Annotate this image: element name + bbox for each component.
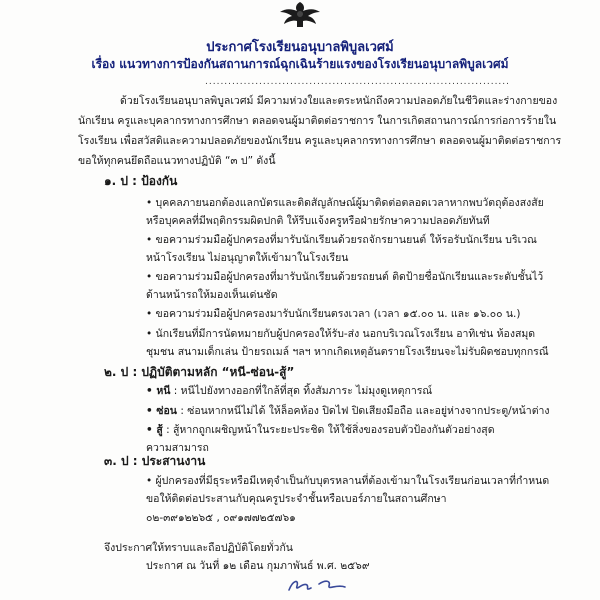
item-text: : หนีไปยังทางออกที่ใกล้ที่สุด ทิ้งสัมภาระ ไม่มุงดูเหตุการณ์ — [170, 385, 433, 397]
closing-line: จึงประกาศให้ทราบและถือปฏิบัติโดยทั่วกัน — [104, 542, 293, 554]
section-1-line: • ขอความร่วมมือผู้ปกครองที่มารับนักเรียนด้วยรถจักรยานยนต์ ให้รอรับนักเรียน บริเวณ — [146, 234, 537, 246]
section-1-line: • บุคคลภายนอกต้องแลกบัตรและติดสัญลักษณ์ผู้มาติดต่อตลอดเวลาหากพบวัตถุต้องสงสัย — [146, 197, 544, 209]
signature-mark — [285, 576, 355, 596]
document-subject: เรื่อง แนวทางการป้องกันสถานการณ์ฉุกเฉินร้ายแรงของโรงเรียนอนุบาลพิบูลเวศม์ — [91, 57, 509, 71]
garuda-emblem-icon — [270, 0, 330, 28]
intro-line: ด้วยโรงเรียนอนุบาลพิบูลเวศม์ มีความห่วงใยและตระหนักถึงความปลอดภัยในชีวิตและร่างกายของ — [120, 95, 558, 107]
intro-line: นักเรียน ครูและบุคลากรทางการศึกษา ตลอดจนผู้มาติดต่อราชการ ในการเกิดสถานการณ์การก่อการร้ายใน — [78, 115, 557, 127]
section-3-line: ขอให้ติดต่อประสานกับคุณครูประจำชั้นหรือเบอร์ภายในสถานศึกษา — [146, 493, 447, 505]
item-text: : สู้หากถูกเผชิญหน้าในระยะประชิด ให้ใช้สิ่งของรอบตัวป้องกันตัวอย่างสุด — [162, 424, 495, 436]
section-1-line: หรือบุคคลที่มีพฤติกรรมผิดปกติ ให้รีบแจ้งครูหรือฝ่ายรักษาความปลอดภัยทันที — [146, 215, 490, 227]
section-1-line: • ขอความร่วมมือผู้ปกครองมารับนักเรียนตรงเวลา (เวลา ๑๕.๐๐ น. และ ๑๖.๐๐ น.) — [146, 308, 521, 320]
item-term: • สู้ — [146, 424, 163, 436]
section-3-heading: ๓. ป : ประสานงาน — [104, 454, 206, 468]
section-1-heading: ๑. ป : ป้องกัน — [104, 174, 178, 188]
intro-line: ขอให้ทุกคนยึดถือแนวทางปฏิบัติ “๓ ป” ดังนี้ — [78, 155, 276, 167]
section-2-item-fight — [146, 423, 495, 437]
intro-line: โรงเรียน เพื่อสวัสดิและความปลอดภัยของนักเรียน ครูและบุคลากรทางการศึกษา ตลอดจนผู้มาติดต่อราชการ — [78, 135, 562, 147]
section-3-line: • ผู้ปกครองที่มีธุระหรือมีเหตุจำเป็นกับบุตรหลานที่ต้องเข้ามาในโรงเรียนก่อนเวลาที่กำหนด — [146, 475, 550, 487]
section-1-line: หน้าโรงเรียน ไม่อนุญาตให้เข้ามาในโรงเรียน — [146, 252, 349, 264]
item-term: • หนี — [146, 385, 171, 397]
section-2-item-run — [146, 384, 432, 398]
section-1-line: ด้านหน้ารถให้มองเห็นเด่นชัด — [146, 289, 278, 301]
item-text: : ซ่อนหากหนีไม่ได้ ให้ล็อคห้อง ปิดไฟ ปิดเสียงมือถือ และอยู่ห่างจากประตู/หน้าต่าง — [176, 405, 550, 417]
document-title: ประกาศโรงเรียนอนุบาลพิบูลเวศม์ — [206, 40, 394, 55]
section-2-continuation: ความสามารถ — [146, 442, 209, 454]
item-term: • ซ่อน — [146, 405, 177, 417]
section-1-line: • นักเรียนที่มีการนัดหมายกับผู้ปกครองให้รับ-ส่ง นอกบริเวณโรงเรียน อาทิเช่น ห้องสมุด — [146, 328, 536, 340]
phone-numbers: ๐๒-๓๙๑๒๒๖๕ , ๐๙๑๗๗๒๕๗๖๑ — [146, 512, 296, 524]
section-1-line: ชุมชน สนามเด็กเล่น ป้ายรถเมล์ ฯลฯ หากเกิดเหตุอันตรายโรงเรียนจะไม่รับผิดชอบทุกกรณี — [146, 346, 549, 358]
announcement-date: ประกาศ ณ วันที่ ๑๒ เดือน กุมภาพันธ์ พ.ศ. ๒๕๖๙ — [146, 560, 370, 572]
divider: ............................................................................... — [205, 77, 511, 87]
section-2-item-hide — [146, 404, 550, 418]
section-2-heading: ๒. ป : ปฏิบัติตามหลัก “หนี-ซ่อน-สู้” — [104, 365, 295, 379]
section-1-line: • ขอความร่วมมือผู้ปกครองที่มารับนักเรียนด้วยรถยนต์ ติดป้ายชื่อนักเรียนและระดับชั้นไว้ — [146, 271, 544, 283]
